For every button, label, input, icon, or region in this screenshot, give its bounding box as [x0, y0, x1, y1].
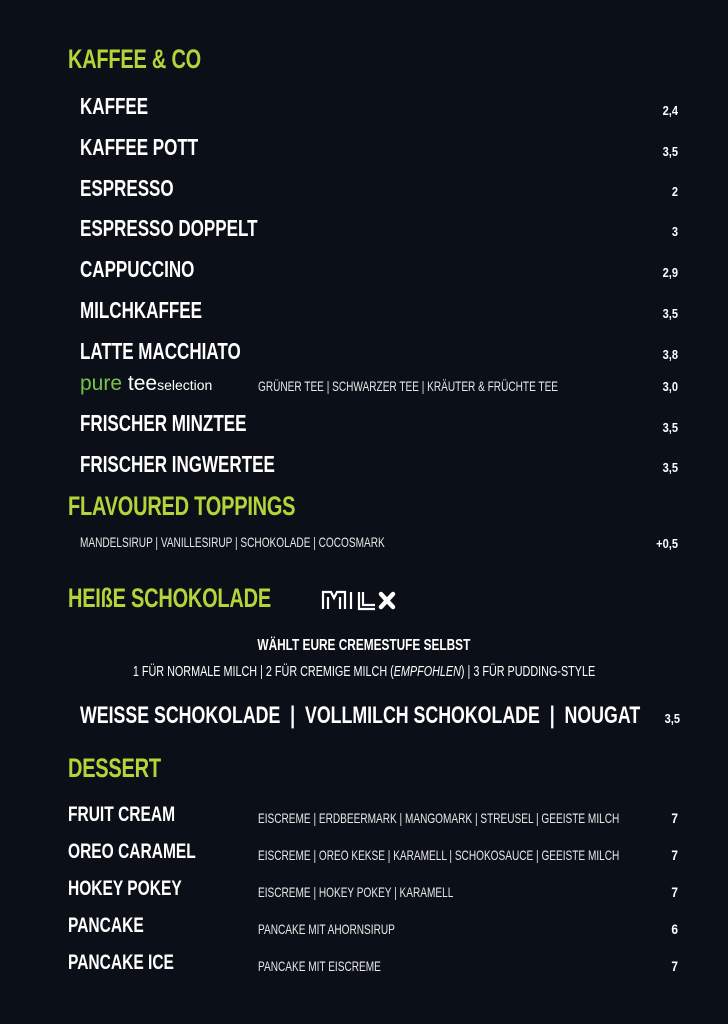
menu-item-name: FRISCHER INGWERTEE	[80, 451, 275, 477]
levels-part1: 1 FÜR NORMALE MILCH | 2 FÜR CREMIGE MILCH (	[132, 663, 394, 680]
menu-item-price: 3,5	[664, 711, 680, 726]
section-title-dessert: DESSERT	[68, 753, 161, 783]
levels-emphasis: EMPFOHLEN	[393, 663, 461, 680]
section-title-kaffee: KAFFEE & CO	[68, 44, 201, 74]
menu-item-price: 7	[671, 810, 678, 826]
menu-item-price: 3	[671, 224, 678, 239]
menu-item-price: 7	[671, 884, 678, 900]
menu-item-price: 2,4	[662, 103, 678, 118]
menu-item-name: CAPPUCCINO	[80, 256, 195, 282]
section-title-toppings: FLAVOURED TOPPINGS	[68, 491, 296, 521]
dessert-name: HOKEY POKEY	[68, 877, 182, 900]
cremestufe-heading-row	[0, 637, 728, 655]
menu-item-price: 3,0	[662, 379, 678, 394]
menu-item-name: ESPRESSO	[80, 175, 174, 201]
menu-item-price: 3,5	[662, 306, 678, 321]
dessert-name: PANCAKE ICE	[68, 951, 174, 974]
milx-logo-graphic	[320, 588, 398, 612]
schokolade-varieties: WEISSE SCHOKOLADE | VOLLMILCH SCHOKOLADE | NOUGAT	[80, 702, 641, 729]
levels-part2: ) | 3 FÜR PUDDING-STYLE	[460, 663, 596, 680]
logo-tee: tee	[127, 372, 158, 395]
milx-logo	[320, 588, 398, 612]
menu-item-price: +0,5	[656, 536, 678, 551]
menu-item-name: ESPRESSO DOPPELT	[80, 215, 258, 241]
dessert-desc: EISCREME | HOKEY POKEY | KARAMELL	[258, 884, 454, 900]
section-title-schokolade: HEIßE SCHOKOLADE	[68, 583, 271, 613]
menu-item-price: 7	[671, 847, 678, 863]
cremestufe-levels-row	[0, 663, 728, 681]
dessert-name: OREO CARAMEL	[68, 840, 196, 863]
cremestufe-levels	[133, 663, 595, 680]
menu-item-name: FRISCHER MINZTEE	[80, 410, 247, 436]
menu-item-price: 6	[671, 921, 678, 937]
menu-item-name: KAFFEE POTT	[80, 134, 199, 160]
dessert-desc: PANCAKE MIT EISCREME	[258, 958, 381, 974]
pure-tee-logo	[80, 372, 212, 396]
menu-item-price: 7	[671, 958, 678, 974]
logo-pure: pure	[80, 372, 123, 395]
dessert-desc: EISCREME | OREO KEKSE | KARAMELL | SCHOKOSAUCE | GEEISTE MILCH	[258, 847, 620, 863]
menu-item-price: 2,9	[662, 265, 678, 280]
menu-item-name: LATTE MACCHIATO	[80, 338, 241, 364]
menu-item-name: KAFFEE	[80, 93, 149, 119]
menu-item-price: 3,8	[662, 347, 678, 362]
logo-selection: selection	[157, 377, 213, 393]
dessert-name: FRUIT CREAM	[68, 803, 176, 826]
topping-options: MANDELSIRUP | VANILLESIRUP | SCHOKOLADE | COCOSMARK	[80, 534, 385, 550]
menu-item-price: 3,5	[662, 460, 678, 475]
menu-item-price: 3,5	[662, 420, 678, 435]
menu-item-price: 2	[671, 184, 678, 199]
cremestufe-heading: WÄHLT EURE CREMESTUFE SELBST	[257, 637, 471, 654]
dessert-desc: EISCREME | ERDBEERMARK | MANGOMARK | STREUSEL | GEEISTE MILCH	[258, 810, 620, 826]
dessert-name: PANCAKE	[68, 914, 144, 937]
dessert-desc: PANCAKE MIT AHORNSIRUP	[258, 921, 395, 937]
menu-item-price: 3,5	[662, 144, 678, 159]
tee-options: GRÜNER TEE | SCHWARZER TEE | KRÄUTER & FRÜCHTE TEE	[258, 378, 559, 394]
menu-item-name: MILCHKAFFEE	[80, 297, 202, 323]
